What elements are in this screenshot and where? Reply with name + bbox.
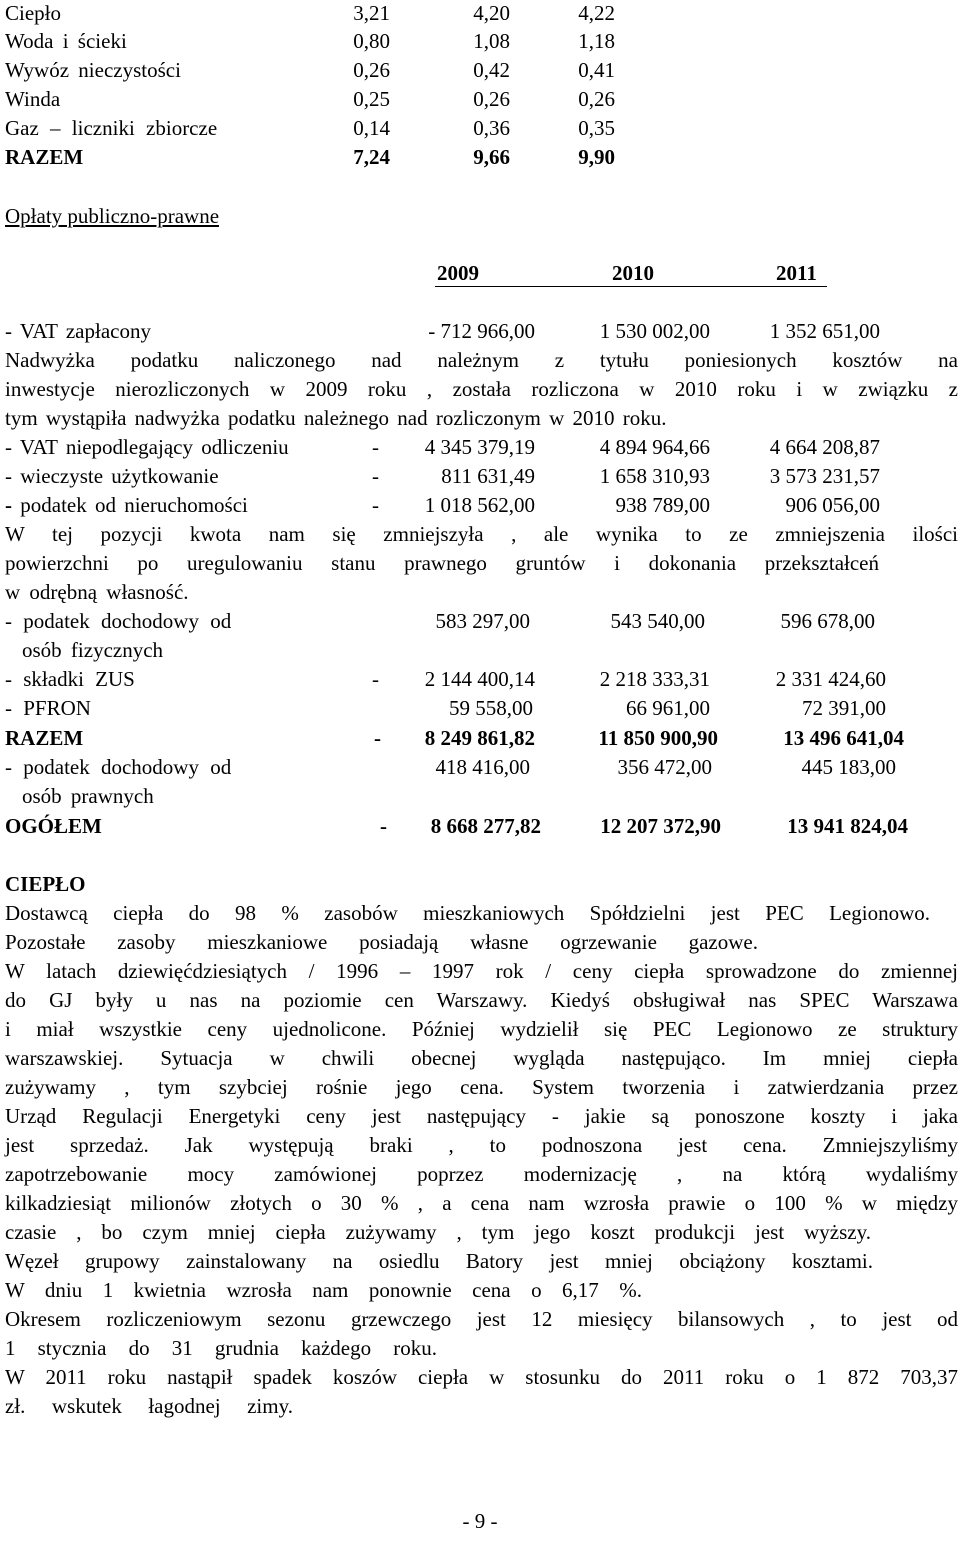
row-label: - VAT niepodlegający odliczeniu — [5, 435, 289, 459]
text-line: W dniu 1 kwietnia wzrosła nam ponownie cena o 6,17 %. — [5, 1278, 642, 1302]
text-line: Urząd Regulacji Energetyki ceny jest następujący - jakie są ponoszone koszty i jaka — [5, 1104, 958, 1128]
text-line: W latach dziewięćdziesiątych / 1996 – 1997 rok / ceny ciepła sprowadzone do zmiennej — [5, 959, 958, 983]
value-2011: 1,18 — [578, 29, 615, 53]
text-line: kilkadziesiąt milionów złotych o 30 % , a cena nam wzrosła prawie o 100 % w między — [5, 1191, 958, 1215]
value-2011: 4 664 208,87 — [769, 435, 880, 459]
value-2010: 543 540,00 — [610, 609, 705, 633]
value-2010: 356 472,00 — [617, 755, 712, 779]
year-2011: 2011 — [776, 261, 817, 285]
row-label: OGÓŁEM — [5, 814, 102, 838]
row-label: - podatek dochodowy od — [5, 755, 232, 779]
label-text: podatek od nieruchomości — [12, 493, 248, 517]
value-2011: 13 496 641,04 — [783, 726, 904, 750]
value-2011: 9,90 — [578, 145, 615, 169]
row-label: Ciepło — [5, 1, 61, 25]
row-label-cont: osób fizycznych — [22, 638, 164, 662]
value-2009: 418 416,00 — [435, 755, 530, 779]
value-2010: 2 218 333,31 — [599, 667, 710, 691]
text-line: zł. wskutek łagodnej zimy. — [5, 1394, 293, 1418]
row-label: RAZEM — [5, 726, 84, 750]
value-2009: 8 249 861,82 — [424, 726, 535, 750]
page-number: - 9 - — [462, 1509, 498, 1533]
value-2010: 1 530 002,00 — [599, 319, 710, 343]
note-line: tym wystąpiła nadwyżka podatku należnego nad rozliczonym w 2010 roku. — [5, 406, 667, 430]
row-label: RAZEM — [5, 145, 84, 169]
row-label: - wieczyste użytkowanie — [5, 464, 219, 488]
section-heading-heat: CIEPŁO — [5, 872, 86, 896]
text-line: zapotrzebowanie mocy zamówionej poprzez modernizację , na którą wydaliśmy — [5, 1162, 958, 1186]
row-label: Wywóz nieczystości — [5, 58, 181, 82]
row-label: Woda i ścieki — [5, 29, 127, 53]
value-2010: 0,26 — [473, 87, 510, 111]
year-underline — [435, 286, 827, 287]
text-line: jest sprzedaż. Jak występują braki , to podnoszona jest cena. Zmniejszyliśmy — [5, 1133, 958, 1157]
row-dash: - — [372, 435, 379, 459]
value-2011: 3 573 231,57 — [769, 464, 880, 488]
value-2009: 59 558,00 — [449, 696, 533, 720]
text-line: Węzeł grupowy zainstalowany na osiedlu Batory jest mniej obciążony kosztami. — [5, 1249, 873, 1273]
year-2010: 2010 — [612, 261, 654, 285]
row-label: - PFRON — [5, 696, 91, 720]
value-2011: 0,26 — [578, 87, 615, 111]
note-line: inwestycje nierozliczonych w 2009 roku , została rozliczona w 2010 roku i w związku z — [5, 377, 958, 401]
row-label: Gaz – liczniki zbiorcze — [5, 116, 218, 140]
row-label-cont: osób prawnych — [22, 784, 154, 808]
value-2009: 0,80 — [353, 29, 390, 53]
value-2011: 72 391,00 — [802, 696, 886, 720]
section-heading: Opłaty publiczno-prawne — [5, 204, 220, 228]
row-label: - składki ZUS — [5, 667, 135, 691]
text-line: zużywamy , tym szybciej rośnie jego cena. System tworzenia i zatwierdzania przez — [5, 1075, 958, 1099]
value-2011: 2 331 424,60 — [775, 667, 886, 691]
note-line: Nadwyżka podatku naliczonego nad należnym z tytułu poniesionych kosztów na — [5, 348, 958, 372]
row-dash: - — [372, 667, 379, 691]
value-2009: 0,25 — [353, 87, 390, 111]
text-line: Okresem rozliczeniowym sezonu grzewczego jest 12 miesięcy bilansowych , to jest od — [5, 1307, 958, 1331]
value-2009: 7,24 — [353, 145, 390, 169]
row-label: Winda — [5, 87, 61, 111]
row-dash: - — [372, 493, 379, 517]
value-2010: 12 207 372,90 — [600, 814, 721, 838]
row-dash: - — [380, 814, 387, 838]
value-2009: 583 297,00 — [435, 609, 530, 633]
text-line: warszawskiej. Sytuacja w chwili obecnej wygląda następująco. Im mniej ciepła — [5, 1046, 958, 1070]
text-line: Dostawcą ciepła do 98 % zasobów mieszkaniowych Spółdzielni jest PEC Legionowo. — [5, 901, 930, 925]
value-2010: 9,66 — [473, 145, 510, 169]
text-line: W 2011 roku nastąpił spadek koszów ciepła w stosunku do 2011 roku o 1 872 703,37 — [5, 1365, 958, 1389]
value-2010: 1 658 310,93 — [599, 464, 710, 488]
value-2009: 0,26 — [353, 58, 390, 82]
row-label: - VAT zapłacony — [5, 319, 151, 343]
value-2011: 13 941 824,04 — [787, 814, 908, 838]
value-2011: 906 056,00 — [785, 493, 880, 517]
value-2009: 4 345 379,19 — [424, 435, 535, 459]
note-line: w odrębną własność. — [5, 580, 189, 604]
value-2011: 596 678,00 — [780, 609, 875, 633]
value-2011: 0,41 — [578, 58, 615, 82]
text-line: 1 stycznia do 31 grudnia każdego roku. — [5, 1336, 437, 1360]
value-2009: 0,14 — [353, 116, 390, 140]
value-2009: 2 144 400,14 — [424, 667, 535, 691]
value-2009: 811 631,49 — [441, 464, 535, 488]
value-2011: 445 183,00 — [801, 755, 896, 779]
value-2009: 3,21 — [353, 1, 390, 25]
text-line: i miał wszystkie ceny ujednolicone. Później wydzielił się PEC Legionowo ze struktury — [5, 1017, 958, 1041]
value-2011: 0,35 — [578, 116, 615, 140]
value-2010: 4 894 964,66 — [599, 435, 710, 459]
value-2009: - 712 966,00 — [428, 319, 535, 343]
text-line: Pozostałe zasoby mieszkaniowe posiadają własne ogrzewanie gazowe. — [5, 930, 758, 954]
note-line: W tej pozycji kwota nam się zmniejszyła , ale wynika to ze zmniejszenia ilości — [5, 522, 958, 546]
value-2009: 8 668 277,82 — [430, 814, 541, 838]
value-2010: 0,42 — [473, 58, 510, 82]
row-dash: - — [374, 726, 381, 750]
value-2010: 938 789,00 — [615, 493, 710, 517]
value-2010: 1,08 — [473, 29, 510, 53]
value-2011: 4,22 — [578, 1, 615, 25]
value-2010: 0,36 — [473, 116, 510, 140]
row-dash: - — [372, 464, 379, 488]
value-2011: 1 352 651,00 — [769, 319, 880, 343]
label-dash: - — [5, 493, 12, 517]
value-2010: 11 850 900,90 — [598, 726, 718, 750]
value-2009: 1 018 562,00 — [424, 493, 535, 517]
value-2010: 4,20 — [473, 1, 510, 25]
text-line: czasie , bo czym mniej ciepła zużywamy , tym jego koszt produkcji jest wyższy. — [5, 1220, 871, 1244]
value-2010: 66 961,00 — [626, 696, 710, 720]
note-line: powierzchni po uregulowaniu stanu prawnego gruntów i dokonania przekształceń — [5, 551, 879, 575]
row-label: - podatek dochodowy od — [5, 609, 232, 633]
row-label — [5, 492, 248, 518]
year-2009: 2009 — [437, 261, 479, 285]
text-line: do GJ były u nas na poziomie cen Warszawy. Kiedyś obsługiwał nas SPEC Warszawa — [5, 988, 958, 1012]
